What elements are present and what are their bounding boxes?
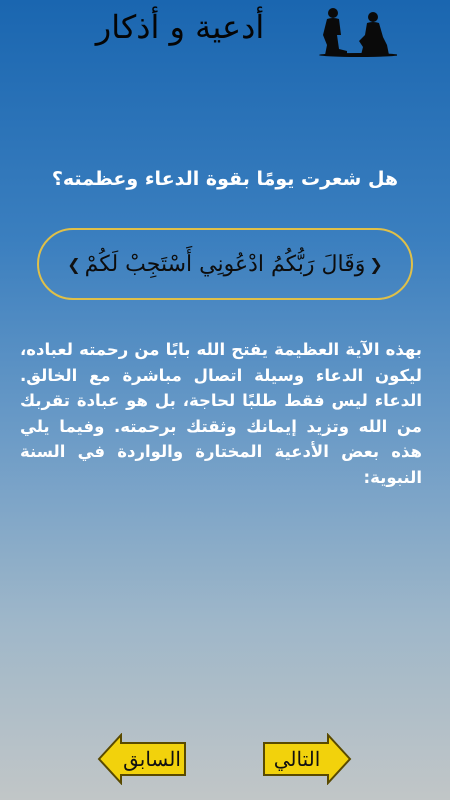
question-heading: هل شعرت يومًا بقوة الدعاء وعظمته؟	[51, 168, 399, 190]
verse-frame	[37, 228, 413, 300]
next-button[interactable]	[262, 733, 352, 785]
ornament-right-icon: ❮	[67, 254, 81, 274]
next-label: التالي	[273, 747, 321, 771]
previous-label: السابق	[123, 747, 181, 771]
ornament-left-icon: ❯	[369, 254, 383, 274]
intro-paragraph: بهذه الآية العظيمة يفتح الله بابًا من رحمته لعباده، ليكون الدعاء وسيلة اتصال مباشرة مع الخالق. الدعاء ليس فقط طلبًا لحاجة، بل هو عبادة تقربك من الله وتزيد إيمانك وثقتك برحمته. وفيما يلي هذه بعض الأدعية المختارة والواردة في السنة النبوية:	[20, 340, 422, 487]
quran-verse: وَقَالَ رَبُّكُمُ ادْعُونِي أَسْتَجِبْ لَكُمْ	[84, 251, 366, 277]
header	[0, 0, 450, 68]
app-title: أدعية و أذكار	[95, 8, 265, 46]
praying-people-icon	[315, 5, 397, 61]
previous-button[interactable]	[97, 733, 187, 785]
